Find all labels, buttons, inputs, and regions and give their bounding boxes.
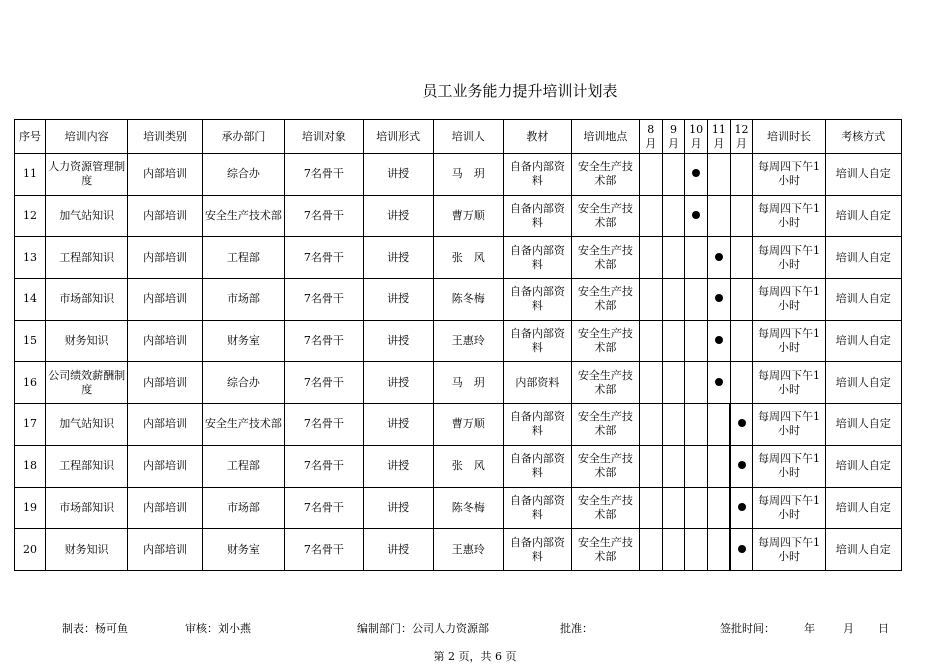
cell-material: 内部资料 — [503, 362, 571, 404]
cell-content: 加气站知识 — [45, 195, 128, 237]
cell-month-12 — [730, 445, 753, 487]
cell-month-9 — [662, 195, 685, 237]
cell-trainer: 曹万顺 — [433, 195, 503, 237]
cell-assessment: 培训人自定 — [825, 237, 901, 279]
cell-assessment: 培训人自定 — [825, 362, 901, 404]
cell-material: 自备内部资料 — [503, 404, 571, 446]
cell-assessment: 培训人自定 — [825, 320, 901, 362]
table-row — [15, 320, 902, 362]
cell-month-8 — [639, 237, 662, 279]
header-month-12: 12月 — [730, 120, 753, 154]
cell-month-8 — [639, 320, 662, 362]
signature-footer — [0, 620, 950, 636]
cell-month-9 — [662, 362, 685, 404]
cell-form: 讲授 — [363, 154, 433, 196]
cell-material: 自备内部资料 — [503, 195, 571, 237]
schedule-dot-icon — [715, 253, 723, 261]
cell-target: 7名骨干 — [285, 529, 363, 571]
cell-month-12 — [730, 529, 753, 571]
cell-month-10 — [685, 195, 708, 237]
cell-trainer: 陈冬梅 — [433, 487, 503, 529]
cell-location: 安全生产技术部 — [571, 362, 639, 404]
cell-location: 安全生产技术部 — [571, 195, 639, 237]
table-row — [15, 487, 902, 529]
cell-duration: 每周四下午1小时 — [753, 237, 825, 279]
cell-month-10 — [685, 445, 708, 487]
cell-location: 安全生产技术部 — [571, 404, 639, 446]
cell-trainer: 张 风 — [433, 445, 503, 487]
schedule-dot-icon — [692, 169, 700, 177]
cell-category: 内部培训 — [128, 320, 202, 362]
cell-month-10 — [685, 237, 708, 279]
header-month-9: 9月 — [662, 120, 685, 154]
cell-dept: 财务室 — [202, 320, 285, 362]
cell-month-8 — [639, 487, 662, 529]
header-form: 培训形式 — [363, 120, 433, 154]
dept-label: 编制部门：公司人力资源部 — [357, 622, 489, 635]
cell-trainer: 曹万顺 — [433, 404, 503, 446]
cell-category: 内部培训 — [128, 487, 202, 529]
cell-target: 7名骨干 — [285, 404, 363, 446]
cell-dept: 安全生产技术部 — [202, 195, 285, 237]
cell-dept: 市场部 — [202, 279, 285, 321]
cell-month-10 — [685, 154, 708, 196]
cell-month-11 — [708, 529, 731, 571]
table-row — [15, 445, 902, 487]
cell-form: 讲授 — [363, 320, 433, 362]
cell-no: 13 — [15, 237, 46, 279]
cell-no: 12 — [15, 195, 46, 237]
cell-month-8 — [639, 154, 662, 196]
cell-material: 自备内部资料 — [503, 487, 571, 529]
cell-month-9 — [662, 445, 685, 487]
cell-assessment: 培训人自定 — [825, 195, 901, 237]
cell-month-12 — [730, 320, 753, 362]
cell-assessment: 培训人自定 — [825, 487, 901, 529]
cell-no: 17 — [15, 404, 46, 446]
cell-form: 讲授 — [363, 404, 433, 446]
table-row — [15, 237, 902, 279]
cell-no: 18 — [15, 445, 46, 487]
cell-category: 内部培训 — [128, 279, 202, 321]
cell-form: 讲授 — [363, 195, 433, 237]
cell-month-10 — [685, 362, 708, 404]
cell-content: 财务知识 — [45, 529, 128, 571]
cell-location: 安全生产技术部 — [571, 320, 639, 362]
cell-material: 自备内部资料 — [503, 320, 571, 362]
schedule-dot-icon — [715, 378, 723, 386]
cell-target: 7名骨干 — [285, 237, 363, 279]
cell-duration: 每周四下午1小时 — [753, 320, 825, 362]
header-month-8: 8月 — [639, 120, 662, 154]
cell-assessment: 培训人自定 — [825, 404, 901, 446]
cell-location: 安全生产技术部 — [571, 529, 639, 571]
cell-content: 工程部知识 — [45, 445, 128, 487]
schedule-dot-icon — [738, 461, 746, 469]
page-number: 第 2 页，共 6 页 — [433, 650, 517, 663]
reviewer-label: 审核：刘小燕 — [185, 622, 251, 635]
header-month-10: 10月 — [685, 120, 708, 154]
cell-assessment: 培训人自定 — [825, 279, 901, 321]
table-header-row — [15, 120, 902, 154]
cell-content: 公司绩效薪酬制度 — [45, 362, 128, 404]
cell-month-10 — [685, 529, 708, 571]
cell-category: 内部培训 — [128, 404, 202, 446]
year-label: 年 — [804, 622, 815, 635]
cell-dept: 综合办 — [202, 362, 285, 404]
cell-month-12 — [730, 279, 753, 321]
cell-month-8 — [639, 362, 662, 404]
cell-form: 讲授 — [363, 487, 433, 529]
cell-month-10 — [685, 404, 708, 446]
header-location: 培训地点 — [571, 120, 639, 154]
cell-month-10 — [685, 320, 708, 362]
header-material: 教材 — [503, 120, 571, 154]
cell-month-8 — [639, 404, 662, 446]
cell-month-9 — [662, 320, 685, 362]
schedule-dot-icon — [738, 503, 746, 511]
cell-month-9 — [662, 154, 685, 196]
header-target: 培训对象 — [285, 120, 363, 154]
sign-time-label: 签批时间： — [720, 622, 775, 635]
cell-dept: 工程部 — [202, 237, 285, 279]
cell-month-11 — [708, 487, 731, 529]
cell-dept: 工程部 — [202, 445, 285, 487]
cell-no: 14 — [15, 279, 46, 321]
cell-trainer: 王惠玲 — [433, 529, 503, 571]
cell-trainer: 陈冬梅 — [433, 279, 503, 321]
cell-no: 20 — [15, 529, 46, 571]
cell-content: 加气站知识 — [45, 404, 128, 446]
cell-month-11 — [708, 154, 731, 196]
cell-no: 16 — [15, 362, 46, 404]
cell-target: 7名骨干 — [285, 154, 363, 196]
table-row — [15, 362, 902, 404]
cell-dept: 财务室 — [202, 529, 285, 571]
header-assessment: 考核方式 — [825, 120, 901, 154]
cell-duration: 每周四下午1小时 — [753, 529, 825, 571]
schedule-dot-icon — [692, 211, 700, 219]
cell-month-11 — [708, 320, 731, 362]
cell-content: 人力资源管理制度 — [45, 154, 128, 196]
cell-month-10 — [685, 487, 708, 529]
cell-material: 自备内部资料 — [503, 279, 571, 321]
table-row — [15, 279, 902, 321]
cell-month-9 — [662, 529, 685, 571]
cell-form: 讲授 — [363, 279, 433, 321]
cell-duration: 每周四下午1小时 — [753, 195, 825, 237]
cell-duration: 每周四下午1小时 — [753, 362, 825, 404]
cell-month-10 — [685, 279, 708, 321]
cell-month-8 — [639, 529, 662, 571]
cell-material: 自备内部资料 — [503, 529, 571, 571]
cell-duration: 每周四下午1小时 — [753, 154, 825, 196]
cell-target: 7名骨干 — [285, 279, 363, 321]
cell-content: 工程部知识 — [45, 237, 128, 279]
cell-month-12 — [730, 404, 753, 446]
cell-target: 7名骨干 — [285, 445, 363, 487]
cell-month-11 — [708, 362, 731, 404]
cell-month-9 — [662, 404, 685, 446]
cell-duration: 每周四下午1小时 — [753, 487, 825, 529]
schedule-dot-icon — [738, 545, 746, 553]
cell-no: 11 — [15, 154, 46, 196]
cell-category: 内部培训 — [128, 362, 202, 404]
cell-material: 自备内部资料 — [503, 154, 571, 196]
cell-target: 7名骨干 — [285, 362, 363, 404]
cell-month-8 — [639, 279, 662, 321]
cell-month-12 — [730, 154, 753, 196]
cell-month-8 — [639, 195, 662, 237]
header-duration: 培训时长 — [753, 120, 825, 154]
cell-form: 讲授 — [363, 529, 433, 571]
cell-month-9 — [662, 279, 685, 321]
cell-dept: 市场部 — [202, 487, 285, 529]
header-no: 序号 — [15, 120, 46, 154]
cell-form: 讲授 — [363, 362, 433, 404]
page-title: 员工业务能力提升培训计划表 — [422, 82, 618, 100]
cell-material: 自备内部资料 — [503, 237, 571, 279]
cell-content: 市场部知识 — [45, 487, 128, 529]
cell-dept: 综合办 — [202, 154, 285, 196]
header-month-11: 11月 — [708, 120, 731, 154]
cell-category: 内部培训 — [128, 445, 202, 487]
cell-category: 内部培训 — [128, 195, 202, 237]
cell-month-11 — [708, 195, 731, 237]
cell-dept: 安全生产技术部 — [202, 404, 285, 446]
schedule-dot-icon — [738, 419, 746, 427]
cell-location: 安全生产技术部 — [571, 445, 639, 487]
cell-content: 财务知识 — [45, 320, 128, 362]
cell-category: 内部培训 — [128, 154, 202, 196]
table-row — [15, 154, 902, 196]
header-dept: 承办部门 — [202, 120, 285, 154]
cell-material: 自备内部资料 — [503, 445, 571, 487]
cell-month-9 — [662, 487, 685, 529]
cell-duration: 每周四下午1小时 — [753, 445, 825, 487]
table-row — [15, 404, 902, 446]
cell-content: 市场部知识 — [45, 279, 128, 321]
cell-no: 19 — [15, 487, 46, 529]
cell-month-8 — [639, 445, 662, 487]
cell-month-11 — [708, 445, 731, 487]
cell-duration: 每周四下午1小时 — [753, 279, 825, 321]
cell-no: 15 — [15, 320, 46, 362]
cell-target: 7名骨干 — [285, 320, 363, 362]
cell-month-12 — [730, 195, 753, 237]
cell-location: 安全生产技术部 — [571, 237, 639, 279]
cell-trainer: 王惠玲 — [433, 320, 503, 362]
cell-trainer: 马 玥 — [433, 154, 503, 196]
schedule-dot-icon — [715, 294, 723, 302]
cell-month-9 — [662, 237, 685, 279]
cell-assessment: 培训人自定 — [825, 529, 901, 571]
cell-month-11 — [708, 237, 731, 279]
day-label: 日 — [878, 622, 889, 635]
cell-assessment: 培训人自定 — [825, 154, 901, 196]
cell-assessment: 培训人自定 — [825, 445, 901, 487]
schedule-dot-icon — [715, 336, 723, 344]
header-category: 培训类别 — [128, 120, 202, 154]
cell-target: 7名骨干 — [285, 487, 363, 529]
cell-location: 安全生产技术部 — [571, 279, 639, 321]
header-content: 培训内容 — [45, 120, 128, 154]
cell-location: 安全生产技术部 — [571, 154, 639, 196]
cell-trainer: 张 风 — [433, 237, 503, 279]
cell-month-12 — [730, 487, 753, 529]
table-row — [15, 195, 902, 237]
cell-category: 内部培训 — [128, 237, 202, 279]
cell-duration: 每周四下午1小时 — [753, 404, 825, 446]
maker-label: 制表：杨可鱼 — [62, 622, 128, 635]
table-body — [15, 154, 902, 571]
cell-month-11 — [708, 279, 731, 321]
cell-category: 内部培训 — [128, 529, 202, 571]
cell-month-11 — [708, 404, 731, 446]
cell-month-12 — [730, 362, 753, 404]
approve-label: 批准： — [560, 622, 593, 635]
cell-trainer: 马 玥 — [433, 362, 503, 404]
table-row — [15, 529, 902, 571]
month-label: 月 — [843, 622, 854, 635]
cell-location: 安全生产技术部 — [571, 487, 639, 529]
cell-form: 讲授 — [363, 445, 433, 487]
cell-form: 讲授 — [363, 237, 433, 279]
training-plan-table — [14, 119, 902, 571]
cell-month-12 — [730, 237, 753, 279]
cell-target: 7名骨干 — [285, 195, 363, 237]
header-trainer: 培训人 — [433, 120, 503, 154]
